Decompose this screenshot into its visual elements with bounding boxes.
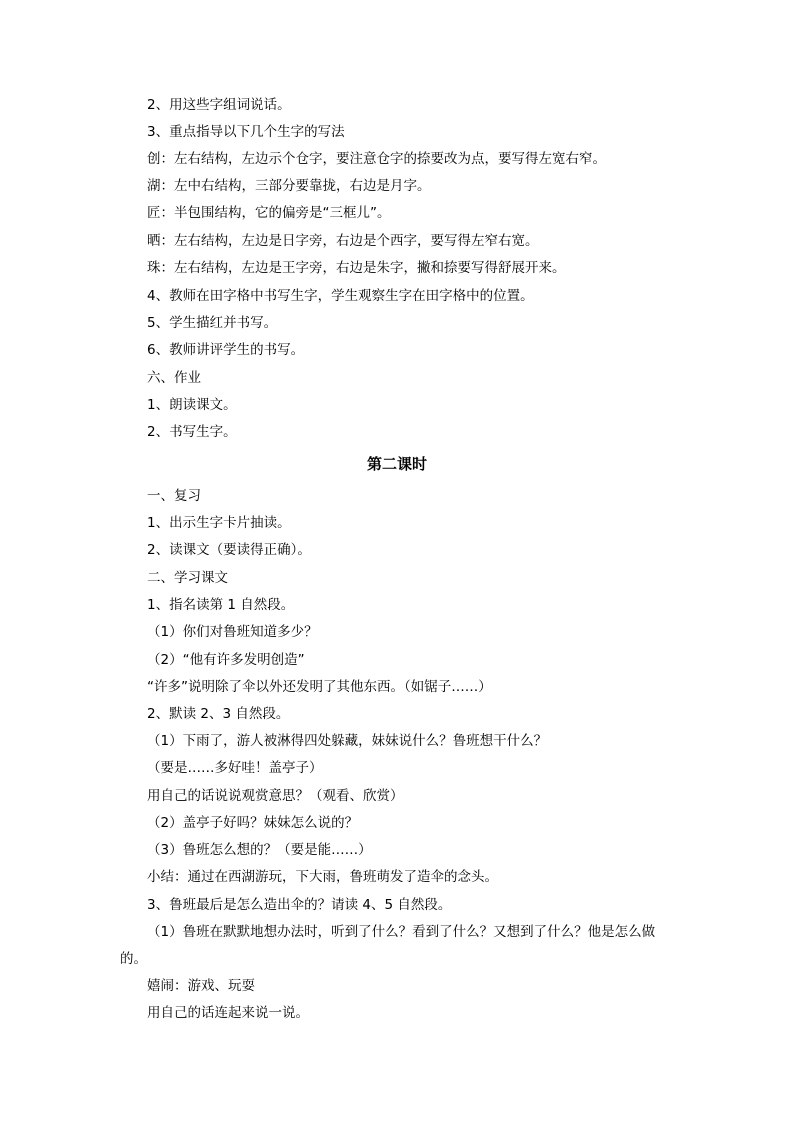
text-line: 4、教师在田字格中书写生字，学生观察生字在田字格中的位置。 bbox=[147, 288, 534, 304]
text-line: 1、指名读第 1 自然段。 bbox=[147, 597, 295, 613]
text-line: 小结：通过在西湖游玩，下大雨，鲁班萌发了造伞的念头。 bbox=[147, 869, 498, 885]
text-line: 用自己的话说说观赏意思？（观看、欣赏） bbox=[147, 788, 404, 804]
text-line: 3、鲁班最后是怎么造出伞的？请读 4、5 自然段。 bbox=[147, 897, 452, 913]
text-line: （1）下雨了，游人被淋得四处躲藏，妹妹说什么？鲁班想干什么？ bbox=[147, 733, 548, 749]
text-line: 二、学习课文 bbox=[147, 570, 228, 586]
text-line: 六、作业 bbox=[147, 370, 201, 386]
text-line: 2、用这些字组词说话。 bbox=[147, 97, 291, 113]
text-line: 湖：左中右结构，三部分要靠拢，右边是月字。 bbox=[147, 178, 431, 194]
text-line: 1、出示生字卡片抽读。 bbox=[147, 515, 291, 531]
text-line: “许多”说明除了伞以外还发明了其他东西。（如锯子……） bbox=[147, 679, 492, 695]
text-line: 2、读课文（要读得正确）。 bbox=[147, 542, 311, 558]
text-line: 一、复习 bbox=[147, 488, 201, 504]
text-line: （1）鲁班在默默地想办法时，听到了什么？看到了什么？又想到了什么？他是怎么做 bbox=[147, 924, 656, 940]
text-line: 晒：左右结构，左边是日字旁，右边是个西字，要写得左窄右宽。 bbox=[147, 233, 539, 249]
text-line: 2、书写生字。 bbox=[147, 424, 237, 440]
text-line: 1、朗读课文。 bbox=[147, 397, 237, 413]
text-line: （3）鲁班怎么想的？（要是能……） bbox=[147, 842, 372, 858]
text-line: 创：左右结构，左边示个仓字，要注意仓字的捺要改为点，要写得左宽右窄。 bbox=[147, 151, 606, 167]
section-title: 第二课时 bbox=[366, 455, 427, 473]
text-line: 珠：左右结构，左边是王字旁，右边是朱字，撇和捺要写得舒展开来。 bbox=[147, 260, 566, 276]
text-line: 用自己的话连起来说一说。 bbox=[147, 1005, 309, 1021]
text-line: （2）盖亭子好吗？妹妹怎么说的？ bbox=[147, 815, 359, 831]
text-line: 5、学生描红并书写。 bbox=[147, 315, 278, 331]
text-line: （1）你们对鲁班知道多少？ bbox=[147, 624, 318, 640]
text-line: 3、重点指导以下几个生字的写法 bbox=[147, 124, 345, 140]
text-line: 匠：半包围结构，它的偏旁是“三框儿”。 bbox=[147, 205, 391, 221]
text-line: 嬉闹：游戏、玩耍 bbox=[147, 978, 255, 994]
text-line: （要是……多好哇！盖亭子） bbox=[147, 760, 323, 776]
text-line: （2）“他有许多发明创造” bbox=[147, 652, 305, 668]
text-line: 的。 bbox=[120, 951, 147, 967]
text-line: 6、教师讲评学生的书写。 bbox=[147, 342, 305, 358]
text-line: 2、默读 2、3 自然段。 bbox=[147, 706, 290, 722]
